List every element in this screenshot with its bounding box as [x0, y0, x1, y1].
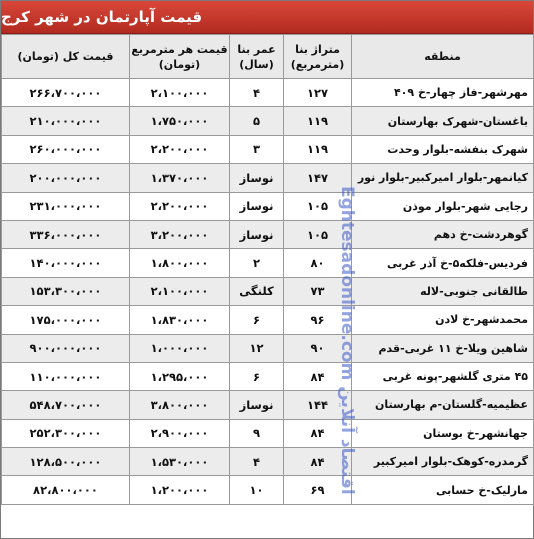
cell-age: نوساز: [230, 220, 284, 248]
cell-region: رجایی شهر-بلوار موذن: [352, 192, 534, 220]
cell-area: ۷۳: [284, 277, 352, 305]
table-row: [2, 135, 534, 163]
cell-price-per-meter: ۱،۳۷۰،۰۰۰: [130, 164, 230, 192]
cell-age: نوساز: [230, 164, 284, 192]
cell-area: ۱۴۷: [284, 164, 352, 192]
cell-price-per-meter: ۱،۲۹۵،۰۰۰: [130, 362, 230, 390]
table-row: [2, 249, 534, 277]
cell-age: ۳: [230, 135, 284, 163]
apartment-price-table: [1, 34, 534, 505]
cell-age: ۶: [230, 362, 284, 390]
cell-area: ۸۴: [284, 362, 352, 390]
cell-age: ۶: [230, 306, 284, 334]
cell-total-price: ۲۰۰،۰۰۰،۰۰۰: [2, 164, 130, 192]
table-row: [2, 362, 534, 390]
cell-total-price: ۲۵۲،۳۰۰،۰۰۰: [2, 419, 130, 447]
cell-area: ۹۰: [284, 334, 352, 362]
cell-price-per-meter: ۱،۰۰۰،۰۰۰: [130, 334, 230, 362]
cell-area: ۸۴: [284, 448, 352, 476]
watermark-text: اقتصاد آنلاین Eghtesadonline.com: [337, 186, 357, 495]
header-region: منطقه: [352, 35, 534, 79]
cell-total-price: ۱۷۵،۰۰۰،۰۰۰: [2, 306, 130, 334]
cell-region: طالقانی جنوبی-لاله: [352, 277, 534, 305]
cell-region: مارلیک-خ حسابی: [352, 476, 534, 504]
table-title: قیمت آپارتمان در شهر کرج: [1, 1, 533, 34]
cell-age: ۵: [230, 107, 284, 135]
cell-total-price: ۵۴۸،۷۰۰،۰۰۰: [2, 391, 130, 419]
cell-total-price: ۲۳۱،۰۰۰،۰۰۰: [2, 192, 130, 220]
cell-area: ۸۴: [284, 419, 352, 447]
cell-age: ۴: [230, 448, 284, 476]
cell-area: ۸۰: [284, 249, 352, 277]
cell-region: باغستان-شهرک بهارستان: [352, 107, 534, 135]
cell-price-per-meter: ۱،۸۳۰،۰۰۰: [130, 306, 230, 334]
cell-age: ۲: [230, 249, 284, 277]
cell-region: گوهردشت-خ دهم: [352, 220, 534, 248]
table-row: [2, 334, 534, 362]
cell-price-per-meter: ۱،۷۵۰،۰۰۰: [130, 107, 230, 135]
cell-region: مهرشهر-فاز چهار-خ ۴۰۹: [352, 79, 534, 107]
cell-region: عظیمیه-گلستان-م بهارستان: [352, 391, 534, 419]
cell-total-price: ۱۵۳،۳۰۰،۰۰۰: [2, 277, 130, 305]
table-row: [2, 220, 534, 248]
cell-price-per-meter: ۲،۱۰۰،۰۰۰: [130, 277, 230, 305]
cell-price-per-meter: ۱،۲۰۰،۰۰۰: [130, 476, 230, 504]
header-total-price: قیمت کل (تومان): [2, 35, 130, 79]
table-row: [2, 192, 534, 220]
cell-total-price: ۲۶۶،۷۰۰،۰۰۰: [2, 79, 130, 107]
cell-region: شاهین ویلا-خ ۱۱ غربی-قدم: [352, 334, 534, 362]
cell-total-price: ۳۳۶،۰۰۰،۰۰۰: [2, 220, 130, 248]
cell-region: محمدشهر-خ لادن: [352, 306, 534, 334]
cell-age: نوساز: [230, 391, 284, 419]
cell-price-per-meter: ۲،۲۰۰،۰۰۰: [130, 135, 230, 163]
table-row: [2, 164, 534, 192]
cell-region: جهانشهر-خ بوستان: [352, 419, 534, 447]
header-area: متراژ بنا (مترمربع): [284, 35, 352, 79]
cell-area: ۶۹: [284, 476, 352, 504]
cell-total-price: ۲۶۰،۰۰۰،۰۰۰: [2, 135, 130, 163]
cell-region: گرمدره-کوهک-بلوار امیرکبیر: [352, 448, 534, 476]
cell-area: ۱۰۵: [284, 220, 352, 248]
table-row: [2, 419, 534, 447]
cell-age: ۹: [230, 419, 284, 447]
table-row: [2, 448, 534, 476]
cell-age: کلنگی: [230, 277, 284, 305]
cell-area: ۹۶: [284, 306, 352, 334]
cell-area: ۱۲۷: [284, 79, 352, 107]
cell-area: ۱۱۹: [284, 107, 352, 135]
cell-area: ۱۴۴: [284, 391, 352, 419]
cell-price-per-meter: ۲،۹۰۰،۰۰۰: [130, 419, 230, 447]
cell-total-price: ۱۱۰،۰۰۰،۰۰۰: [2, 362, 130, 390]
table-row: [2, 277, 534, 305]
cell-region: کیانمهر-بلوار امیرکبیر-بلوار نور: [352, 164, 534, 192]
table-row: [2, 107, 534, 135]
cell-total-price: ۱۴۰،۰۰۰،۰۰۰: [2, 249, 130, 277]
header-price-per-meter: قیمت هر مترمربع (تومان): [130, 35, 230, 79]
cell-age: ۱۰: [230, 476, 284, 504]
cell-age: ۱۲: [230, 334, 284, 362]
cell-region: ۴۵ متری گلشهر-پونه غربی: [352, 362, 534, 390]
header-row: [2, 35, 534, 79]
table-row: [2, 391, 534, 419]
cell-price-per-meter: ۲،۱۰۰،۰۰۰: [130, 79, 230, 107]
cell-price-per-meter: ۱،۸۰۰،۰۰۰: [130, 249, 230, 277]
cell-price-per-meter: ۳،۸۰۰،۰۰۰: [130, 391, 230, 419]
header-age: عمر بنا (سال): [230, 35, 284, 79]
cell-area: ۱۰۵: [284, 192, 352, 220]
cell-total-price: ۱۲۸،۵۰۰،۰۰۰: [2, 448, 130, 476]
table-row: [2, 476, 534, 504]
cell-total-price: ۹۰۰،۰۰۰،۰۰۰: [2, 334, 130, 362]
cell-region: فردیس-فلکه۵-خ آذر غربی: [352, 249, 534, 277]
cell-price-per-meter: ۲،۲۰۰،۰۰۰: [130, 192, 230, 220]
cell-total-price: ۸۲،۸۰۰،۰۰۰: [2, 476, 130, 504]
cell-total-price: ۲۱۰،۰۰۰،۰۰۰: [2, 107, 130, 135]
table-row: [2, 79, 534, 107]
cell-area: ۱۱۹: [284, 135, 352, 163]
cell-price-per-meter: ۳،۲۰۰،۰۰۰: [130, 220, 230, 248]
cell-region: شهرک بنفشه-بلوار وحدت: [352, 135, 534, 163]
cell-price-per-meter: ۱،۵۳۰،۰۰۰: [130, 448, 230, 476]
cell-age: نوساز: [230, 192, 284, 220]
table-row: [2, 306, 534, 334]
cell-age: ۴: [230, 79, 284, 107]
